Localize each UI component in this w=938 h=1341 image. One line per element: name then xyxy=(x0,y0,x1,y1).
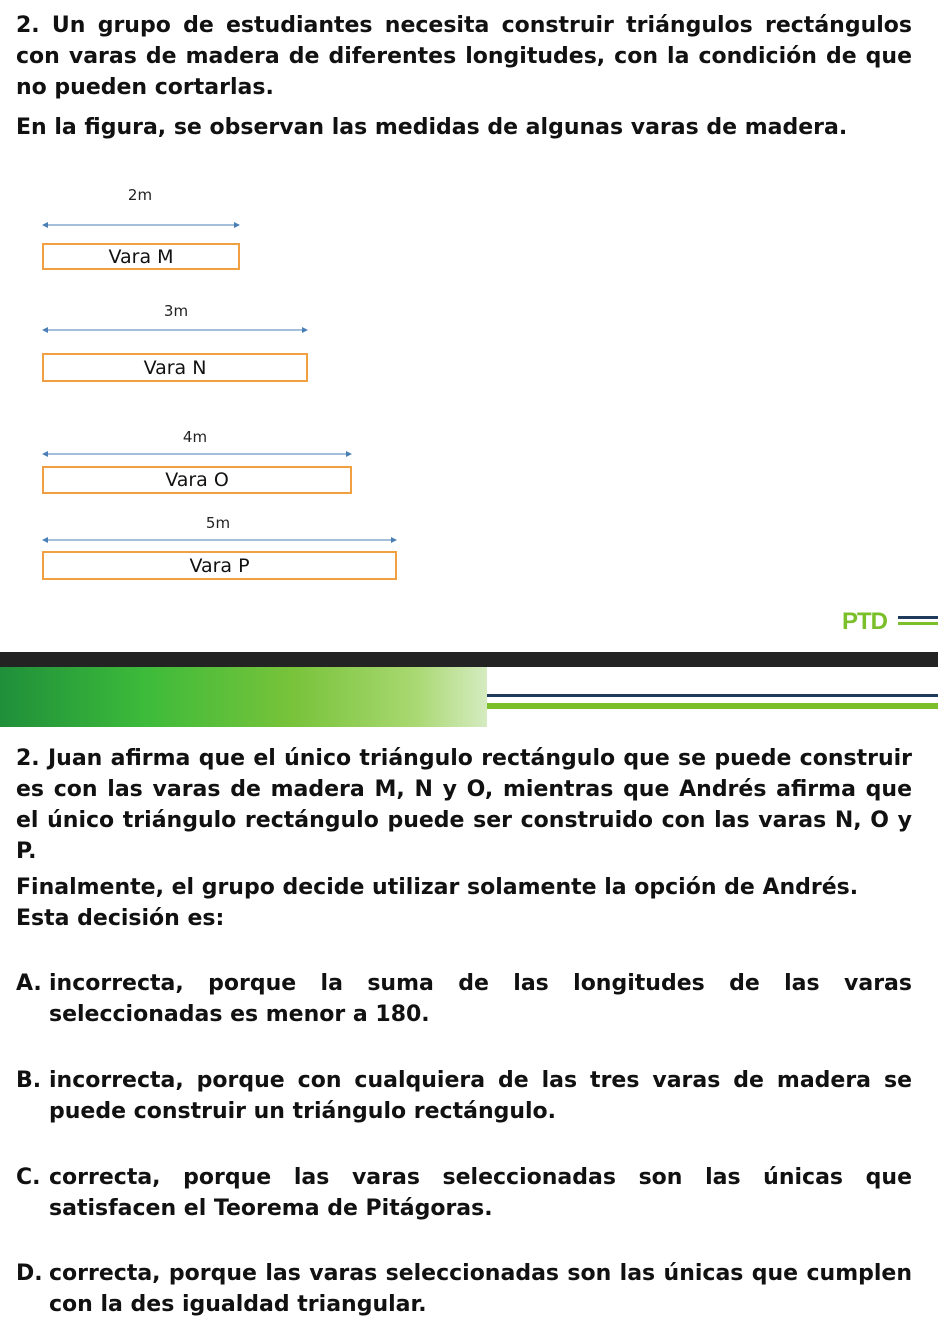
question2-statement: 2. Juan afirma que el único triángulo rectángulo que se puede construir es con las varas de madera M, N y O, mientras que Andrés afirma que el único triángulo rectángulo puede ser construido con las varas N, O y P. xyxy=(16,746,912,864)
question1-intro: 2. Un grupo de estudiantes necesita construir triángulos rectángulos con varas de madera de diferentes longitudes, con la condición de que no pueden cortarlas. xyxy=(16,13,912,100)
rod-m-box: Vara M xyxy=(42,243,240,270)
option-c-text: correcta, porque las varas seleccionadas son las únicas que satisfacen el Teorema de Pitágoras. xyxy=(49,1165,912,1221)
ptd-logo: PTD xyxy=(842,608,887,635)
option-b-letter: B. xyxy=(16,1068,42,1093)
header-green-band xyxy=(0,667,487,727)
option-c[interactable] xyxy=(16,1162,912,1224)
page-divider-dark-band xyxy=(0,652,938,667)
rod-p-box: Vara P xyxy=(42,551,397,580)
option-d[interactable] xyxy=(16,1258,912,1320)
rod-o-box: Vara O xyxy=(42,466,352,494)
option-d-text: correcta, porque las varas seleccionadas son las únicas que cumplen con la des igualdad triangular. xyxy=(49,1261,912,1317)
option-a[interactable] xyxy=(16,968,912,1030)
rod-n-length-label: 3m xyxy=(163,302,189,320)
rod-o-arrow xyxy=(42,449,352,459)
option-c-letter: C. xyxy=(16,1165,41,1190)
rod-p-arrow xyxy=(42,535,397,545)
question2-prompt: Esta decisión es: xyxy=(16,906,225,931)
header-navy-line xyxy=(487,694,938,697)
question2-decision: Finalmente, el grupo decide utilizar solamente la opción de Andrés. xyxy=(16,875,859,900)
rod-p-length-label: 5m xyxy=(205,514,231,532)
header-green-line xyxy=(487,703,938,709)
option-b[interactable] xyxy=(16,1065,912,1127)
option-a-text: incorrecta, porque la suma de las longitudes de las varas seleccionadas es menor a 180. xyxy=(49,971,912,1027)
option-b-text: incorrecta, porque con cualquiera de las tres varas de madera se puede construir un triángulo rectángulo. xyxy=(49,1068,912,1124)
rod-m-length-label: 2m xyxy=(127,186,153,204)
rod-n-box: Vara N xyxy=(42,353,308,382)
option-a-letter: A. xyxy=(16,971,42,996)
option-d-letter: D. xyxy=(16,1261,43,1286)
ptd-logo-lines xyxy=(898,616,938,628)
rod-n-arrow xyxy=(42,325,308,335)
rod-o-length-label: 4m xyxy=(182,428,208,446)
rod-m-arrow xyxy=(42,220,240,230)
figure-caption: En la figura, se observan las medidas de algunas varas de madera. xyxy=(16,115,848,140)
